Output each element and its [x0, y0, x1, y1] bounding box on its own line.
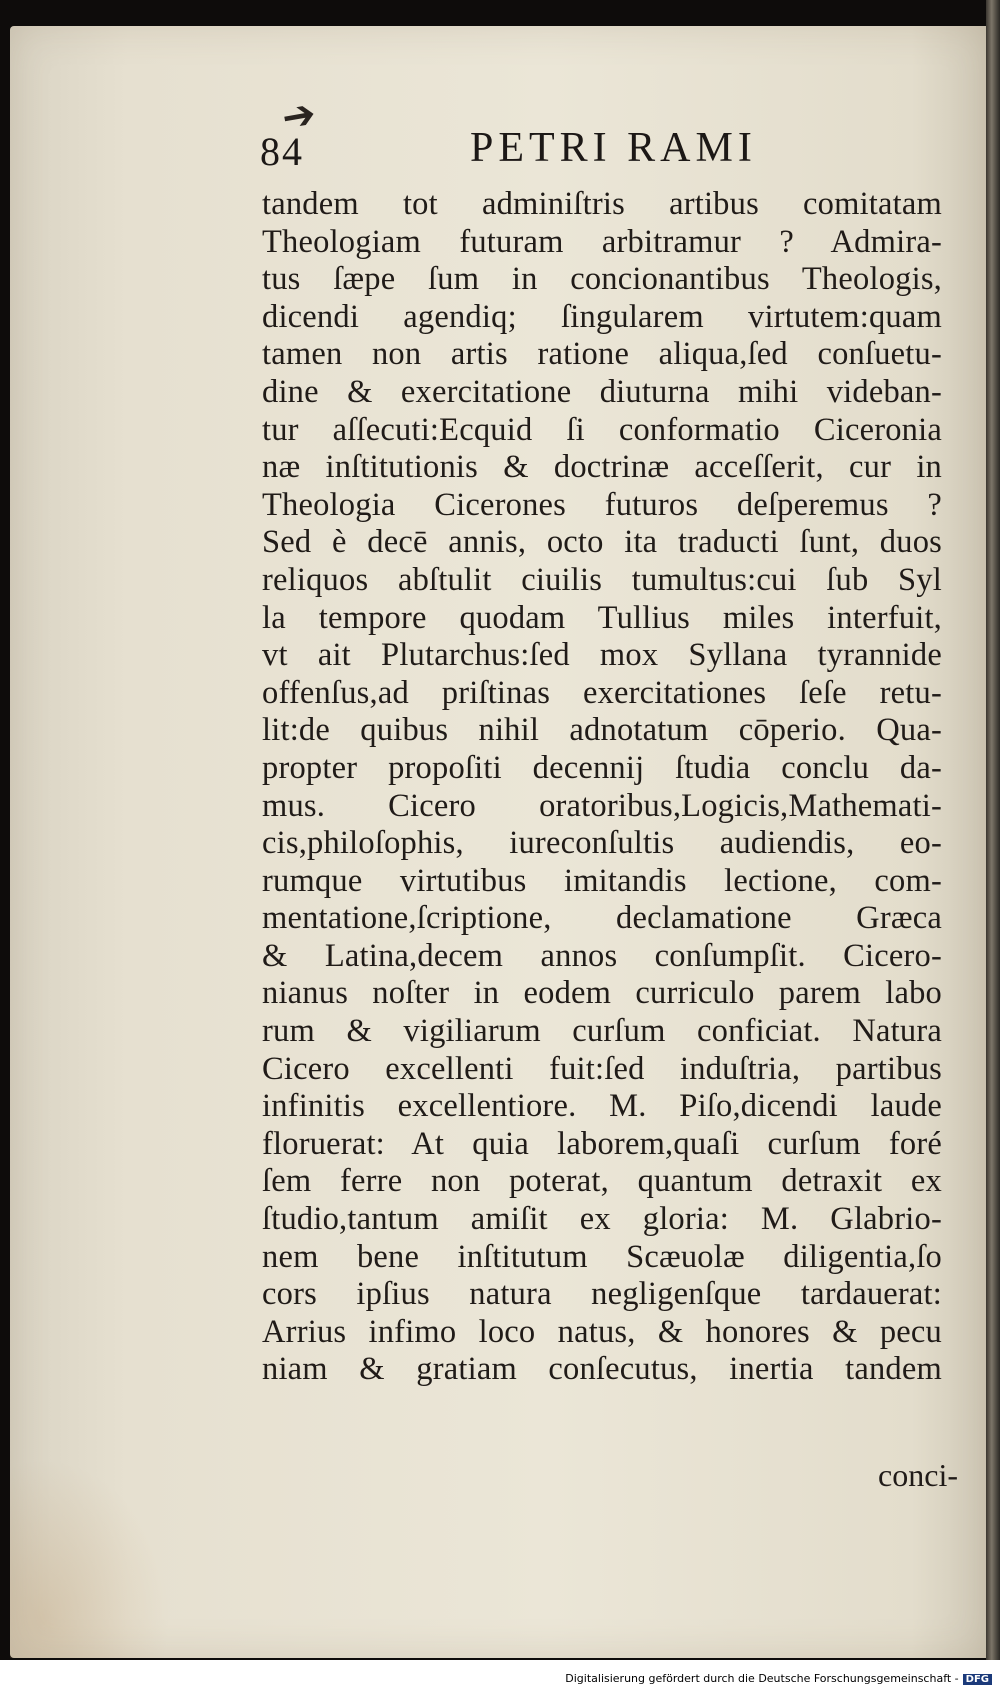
text-line: ſem ferre non poterat, quantum detraxit ex [262, 1163, 942, 1200]
text-line: nem bene inſtitutum Scæuolæ diligentia,ſo [262, 1238, 942, 1275]
text-line: offenſus,ad priſtinas exercitationes ſeſe retu- [262, 674, 942, 711]
text-line: floruerat: At quia laborem,quaſi curſum foré [262, 1125, 942, 1162]
text-line: næ inſtitutionis & doctrinæ acceſſerit, cur in [262, 449, 942, 486]
catchword: conci- [878, 1457, 958, 1493]
body-text [262, 186, 942, 1389]
text-line: dicendi agendiq; ſingularem virtutem:quam [262, 298, 942, 335]
credit-text: Digitalisierung gefördert durch die Deutsche Forschungsgemeinschaft - [565, 1672, 959, 1685]
text-line: ſtudio,tantum amiſit ex gloria: M. Glabrio- [262, 1201, 942, 1238]
text-line: cors ipſius natura negligenſque tardauerat: [262, 1276, 942, 1313]
text-line: tur aſſecuti:Ecquid ſi conformatio Ciceronia [262, 411, 942, 448]
text-line: cis,philoſophis, iureconſultis audiendis, eo- [262, 825, 942, 862]
text-line: Theologia Cicerones futuros deſperemus ? [262, 486, 942, 523]
manicule-pointer-icon: ➔ [278, 90, 320, 141]
text-line: lit:de quibus nihil adnotatum cōperio. Qua- [262, 712, 942, 749]
text-line: rum & vigiliarum curſum conficiat. Natura [262, 1013, 942, 1050]
text-line: Theologiam futuram arbitramur ? Admira- [262, 223, 942, 260]
text-line: dine & exercitatione diuturna mihi videban- [262, 373, 942, 410]
text-line: & Latina,decem annos conſumpſit. Cicero- [262, 937, 942, 974]
text-line: rumque virtutibus imitandis lectione, com- [262, 862, 942, 899]
digitization-credit [565, 1672, 992, 1685]
page-fore-edge [986, 0, 1000, 1660]
text-line: la tempore quodam Tullius miles interfuit, [262, 599, 942, 636]
text-line: niam & gratiam conſecutus, inertia tandem [262, 1351, 942, 1388]
text-line: Sed è decē annis, octo ita traducti ſunt, duos [262, 524, 942, 561]
text-line: mentatione,ſcriptione, declamatione Græca [262, 900, 942, 937]
text-line: mus. Cicero oratoribus,Logicis,Mathemati- [262, 787, 942, 824]
running-head: PETRI RAMI [470, 125, 757, 171]
dfg-logo: DFG [963, 1674, 992, 1685]
text-line: Cicero excellenti fuit:ſed induſtria, partibus [262, 1050, 942, 1087]
text-line: propter propoſiti decennij ſtudia conclu da- [262, 749, 942, 786]
text-line: reliquos abſtulit ciuilis tumultus:cui ſub Syl [262, 561, 942, 598]
text-line: tamen non artis ratione aliqua,ſed conſuetu- [262, 336, 942, 373]
text-line: tus ſæpe ſum in concionantibus Theologis, [262, 261, 942, 298]
text-line: vt ait Plutarchus:ſed mox Syllana tyrannide [262, 637, 942, 674]
text-line: nianus noſter in eodem curriculo parem labo [262, 975, 942, 1012]
text-line: infinitis excellentiore. M. Piſo,dicendi laude [262, 1088, 942, 1125]
text-line: Arrius infimo loco natus, & honores & pecu [262, 1313, 942, 1350]
text-line: tandem tot adminiſtris artibus comitatam [262, 186, 942, 222]
page-header [260, 120, 940, 190]
page-number: 84 [260, 129, 304, 174]
